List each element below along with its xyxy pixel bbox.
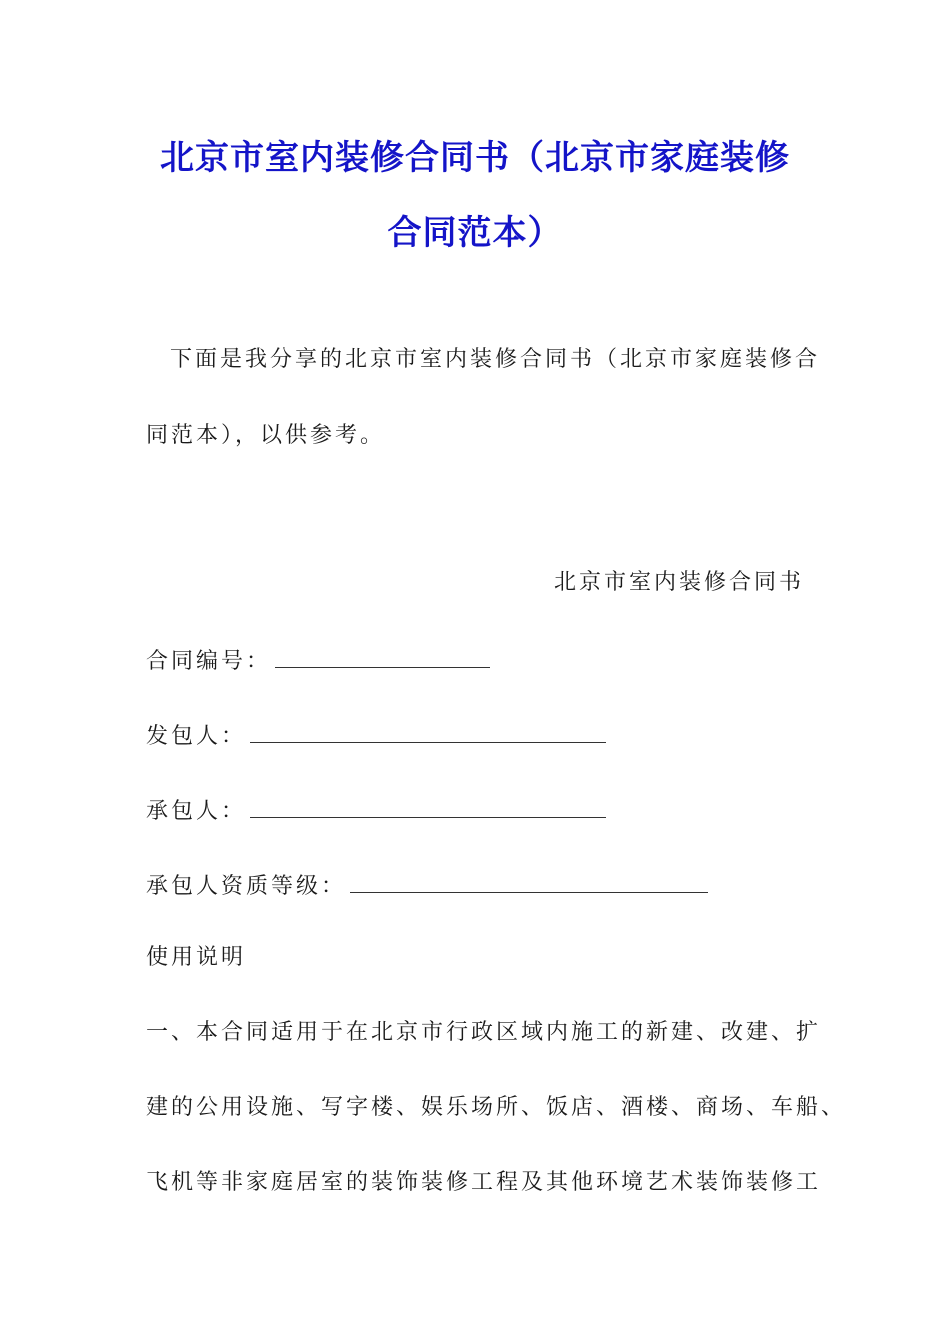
intro-line-1: 下面是我分享的北京市室内装修合同书（北京市家庭装修合 [170,347,821,372]
employer-label: 发包人： [146,724,247,749]
contract-number-blank [275,645,490,668]
clause-1-line-3: 飞机等非家庭居室的装饰装修工程及其他环境艺术装饰装修工 [146,1170,822,1195]
document-title-line-1: 北京市室内装修合同书（北京市家庭装修 [160,138,790,178]
employer-blank [250,720,606,743]
contractor-label: 承包人： [146,799,247,824]
qualification-label: 承包人资质等级： [146,874,347,899]
document-title-line-2: 合同范本） [387,213,563,253]
qualification-row [146,870,708,902]
contract-number-row [146,645,490,677]
clause-1-line-2: 建的公用设施、写字楼、娱乐场所、饭店、酒楼、商场、车船、 [146,1095,847,1120]
clause-1-line-1: 一、本合同适用于在北京市行政区域内施工的新建、改建、扩 [146,1020,822,1045]
usage-heading: 使用说明 [146,945,247,970]
employer-row [146,720,606,752]
contract-number-label: 合同编号： [146,649,272,674]
intro-line-2: 同范本），以供参考。 [146,423,386,448]
qualification-blank [350,870,708,893]
contract-heading: 北京市室内装修合同书 [553,570,804,595]
contractor-blank [250,795,606,818]
contractor-row [146,795,606,827]
